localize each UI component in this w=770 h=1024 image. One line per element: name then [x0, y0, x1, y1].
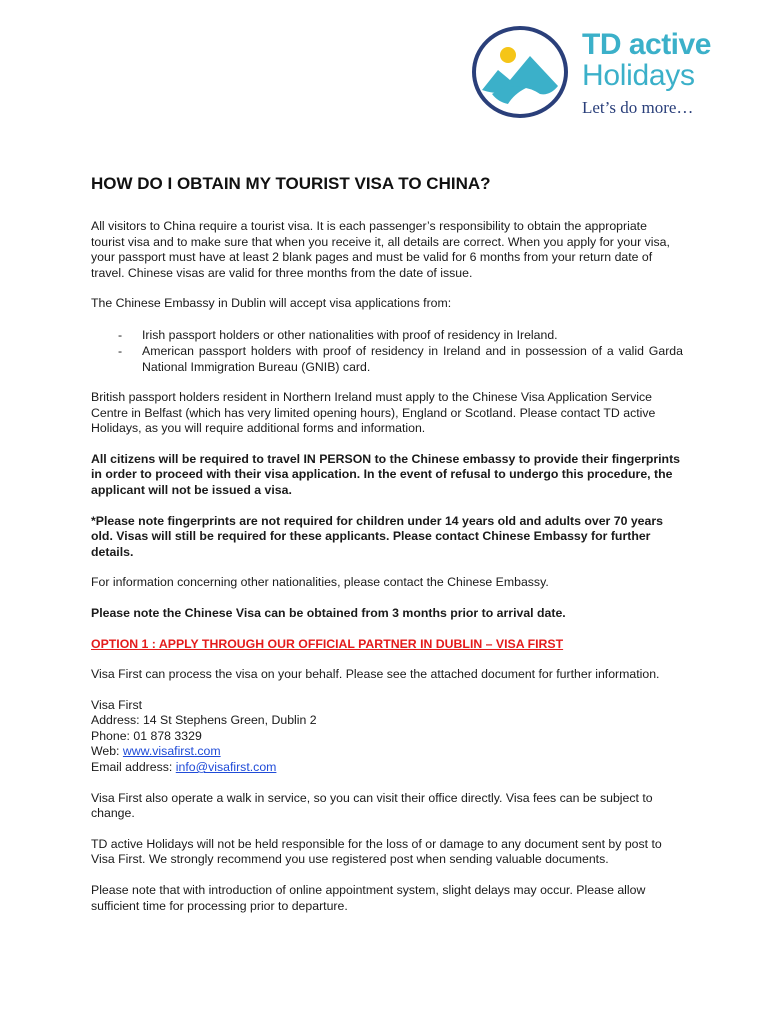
mountain-sun-circle-icon [470, 24, 570, 120]
email-label: Email address: [91, 760, 173, 775]
email-link[interactable]: info@visafirst.com [175, 760, 277, 775]
logo-line-1: TD active [582, 28, 711, 61]
walk-in-paragraph: Visa First also operate a walk in service, so you can visit their office directly. Visa fees can be subject to change. [91, 790, 653, 821]
list-item-text: American passport holders with proof of residency in Ireland and in possession of a valid Garda National Immigration Bureau (GNIB) card. [142, 343, 683, 374]
option-1-heading: OPTION 1 : APPLY THROUGH OUR OFFICIAL PARTNER IN DUBLIN – VISA FIRST [91, 636, 564, 651]
dash-bullet: - [118, 327, 123, 342]
in-person-paragraph: All citizens will be required to travel IN PERSON to the Chinese embassy to provide their fingerprints in order to proceed with their visa application. In the event of refusal to undergo this procedure, the applicant will not be issued a visa. [91, 451, 681, 497]
embassy-intro: The Chinese Embassy in Dublin will accept visa applications from: [91, 296, 452, 311]
fingerprints-note: *Please note fingerprints are not required for children under 14 years old and adults over 70 years old. Visas will still be required for these applicants. Please contact Chinese Embassy for further details. [91, 513, 663, 559]
contact-block [91, 698, 683, 776]
address-label: Address: [91, 713, 140, 728]
intro-paragraph: All visitors to China require a tourist visa. It is each passenger’s responsibility to obtain the appropriate tourist visa and to make sure that when you receive it, all details are correct. When you apply for your visa, your passport must have at least 2 blank pages and must be valid for 6 months from your return date of travel. Chinese visas are valid for three months from the date of issue. [91, 219, 670, 280]
list-item-text: Irish passport holders or other nationalities with proof of residency in Ireland. [142, 327, 558, 342]
list-item [91, 343, 683, 375]
phone-label: Phone: [91, 728, 130, 743]
company-logo [470, 22, 730, 122]
address-value: 14 St Stephens Green, Dublin 2 [142, 713, 317, 728]
contact-name: Visa First [91, 697, 143, 712]
web-label: Web: [91, 744, 120, 759]
eligibility-list [91, 327, 683, 375]
british-holders-paragraph: British passport holders resident in Northern Ireland must apply to the Chinese Visa Application Service Centre in Belfast (which has very limited opening hours), England or Scotland. Please contact TD active Holidays, as you will require additional forms and information. [91, 389, 656, 436]
logo-line-2: Holidays [582, 59, 695, 92]
option-1-description: Visa First can process the visa on your behalf. Please see the attached document for further information. [91, 667, 660, 682]
liability-paragraph: TD active Holidays will not be held responsible for the loss of or damage to any document sent by post to Visa First. We strongly recommend you use registered post when sending valuable documents. [91, 836, 662, 867]
phone-value: 01 878 3329 [133, 728, 202, 743]
list-item [91, 327, 683, 343]
other-nationalities-paragraph: For information concerning other nationalities, please contact the Chinese Embassy. [91, 575, 549, 590]
delays-paragraph: Please note that with introduction of online appointment system, slight delays may occur. Please allow sufficient time for processing prior to departure. [91, 883, 646, 913]
dash-bullet: - [118, 343, 123, 358]
logo-wordmark [582, 30, 711, 120]
document-body [91, 173, 683, 929]
page-title: HOW DO I OBTAIN MY TOURIST VISA TO CHINA? [91, 174, 491, 193]
timing-note: Please note the Chinese Visa can be obtained from 3 months prior to arrival date. [91, 605, 566, 620]
website-link[interactable]: www.visafirst.com [122, 744, 221, 759]
logo-tagline: Let’s do more… [582, 98, 694, 117]
